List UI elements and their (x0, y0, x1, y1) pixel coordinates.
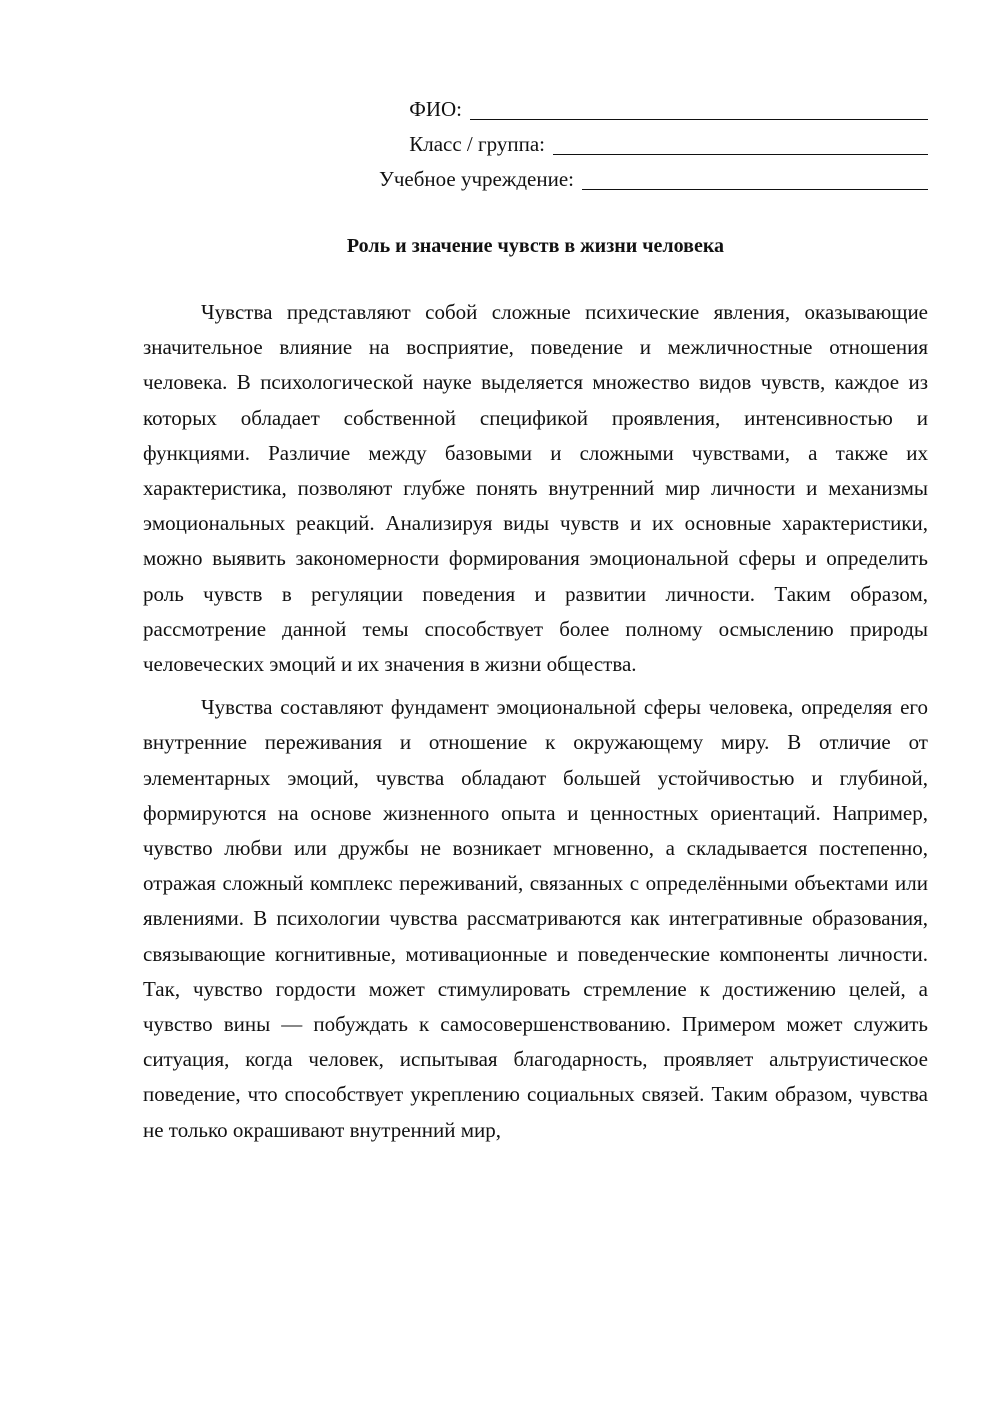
field-class-group-line[interactable] (553, 128, 928, 155)
document-body (143, 295, 928, 1156)
paragraph-2: Чувства составляют фундамент эмоциональной сферы человека, определяя его внутренние переживания и отношение к окружающему миру. В отличие от элементарных эмоций, чувства обладают большей устойчивостью и глубиной, формируются на основе жизненного опыта и ценностных ориентаций. Например, чувство любви или дружбы не возникает мгновенно, а складывается постепенно, отражая сложный комплекс переживаний, связанных с определёнными объектами или явлениями. В психологии чувства рассматриваются как интегративные образования, связывающие когнитивные, мотивационные и поведенческие компоненты личности. Так, чувство гордости может стимулировать стремление к достижению целей, а чувство вины — побуждать к самосовершенствованию. Примером может служить ситуация, когда человек, испытывая благодарность, проявляет альтруистическое поведение, что способствует укреплению социальных связей. Таким образом, чувства не только окрашивают внутренний мир, (143, 695, 928, 1142)
field-fio (300, 92, 928, 127)
field-institution-label: Учебное учреждение: (378, 167, 574, 191)
field-class-group-label: Класс / группа: (409, 132, 545, 156)
paragraph-1: Чувства представляют собой сложные психические явления, оказывающие значительное влияние на восприятие, поведение и межличностные отношения человека. В психологической науке выделяется множество видов чувств, каждое из которых обладает собственной спецификой проявления, интенсивностью и функциями. Различие между базовыми и сложными чувствами, а также их характеристика, позволяют глубже понять внутренний мир личности и механизмы эмоциональных реакций. Анализируя виды чувств и их основные характеристики, можно выявить закономерности формирования эмоциональной сферы и определить роль чувств в регуляции поведения и развитии личности. Таким образом, рассмотрение данной темы способствует более полному осмыслению природы человеческих эмоций и их значения в жизни общества. (143, 300, 928, 677)
header-fields (300, 92, 928, 197)
field-fio-label: ФИО: (409, 97, 462, 121)
field-institution (300, 162, 928, 197)
field-fio-line[interactable] (470, 93, 928, 120)
document-title: Роль и значение чувств в жизни человека (346, 235, 725, 257)
field-institution-line[interactable] (582, 163, 928, 190)
field-class-group (300, 127, 928, 162)
